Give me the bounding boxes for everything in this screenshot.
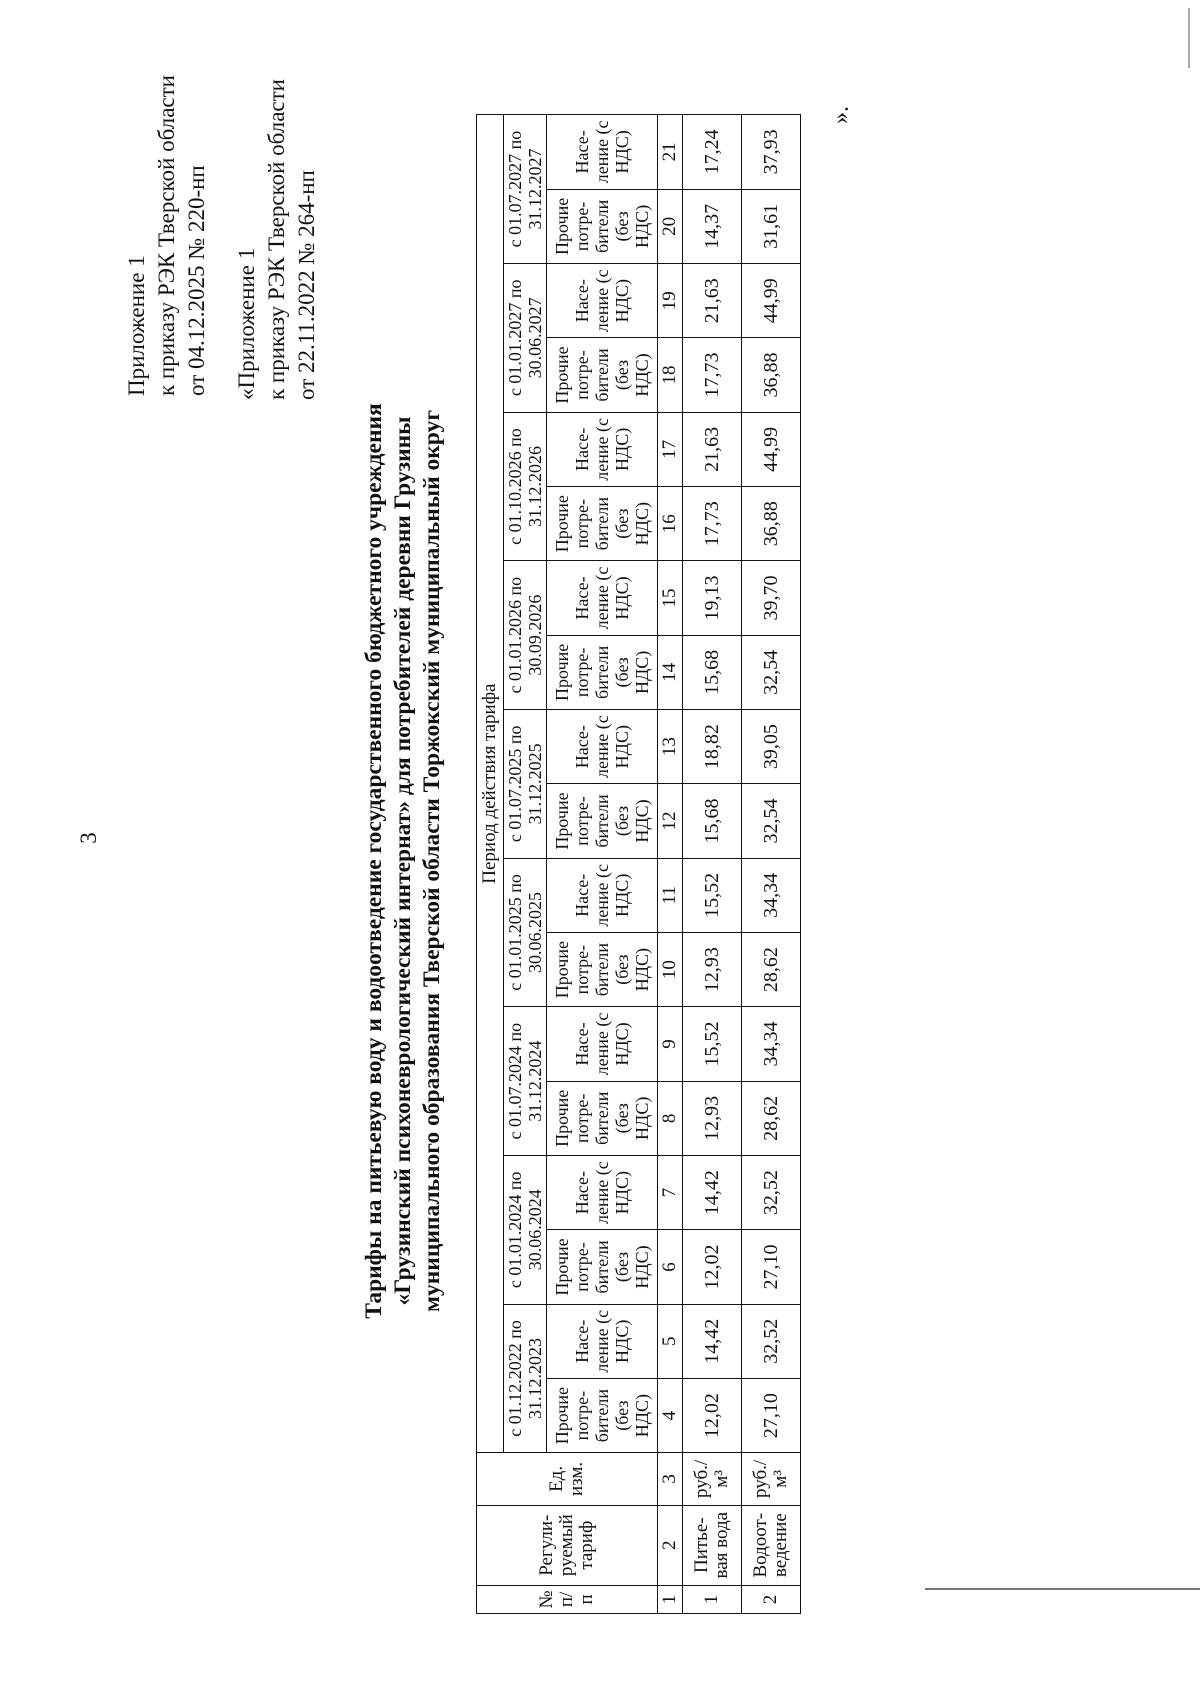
row-number-cell: 2: [742, 1585, 801, 1613]
period-header: с 01.12.2022 по 31.12.2023: [504, 1304, 547, 1453]
subheader-other-consumers: Прочие потре-бители (без НДС): [547, 784, 658, 858]
tariff-value-cell: 17,73: [683, 338, 742, 412]
tariff-value-cell: 32,54: [742, 784, 801, 858]
column-number-cell: 9: [658, 1007, 683, 1081]
column-number-row: [658, 115, 683, 1614]
closing-quote-mark: ».: [828, 106, 854, 124]
column-number-cell: 8: [658, 1081, 683, 1155]
tariff-value-cell: 34,34: [742, 858, 801, 932]
tariff-value-cell: 31,61: [742, 189, 801, 263]
column-number-cell: 16: [658, 487, 683, 561]
column-number-cell: 1: [658, 1585, 683, 1613]
column-number-cell: 3: [658, 1453, 683, 1505]
subheader-other-consumers: Прочие потре-бители (без НДС): [547, 635, 658, 709]
column-number-cell: 17: [658, 412, 683, 486]
tariff-value-cell: 14,37: [683, 189, 742, 263]
subheader-population: Насе-ление (с НДС): [547, 561, 658, 635]
period-header: с 01.07.2025 по 31.12.2025: [504, 710, 547, 859]
approval-original: [232, 79, 322, 400]
approval-current-line2: к приказу РЭК Тверской области: [154, 75, 179, 396]
tariff-value-cell: 21,63: [683, 412, 742, 486]
approval-original-line1: «Приложение 1: [234, 247, 259, 400]
subheader-population: Насе-ление (с НДС): [547, 1155, 658, 1229]
tariff-value-cell: 27,10: [742, 1378, 801, 1452]
column-number-cell: 13: [658, 710, 683, 784]
period-header: с 01.10.2026 по 31.12.2026: [504, 412, 547, 561]
tariff-value-cell: 27,10: [742, 1230, 801, 1304]
tariff-value-cell: 14,42: [683, 1155, 742, 1229]
tariff-value-cell: 12,93: [683, 932, 742, 1006]
tariff-value-cell: 28,62: [742, 1081, 801, 1155]
tariff-table: [476, 114, 801, 1614]
column-number-cell: 12: [658, 784, 683, 858]
tariff-value-cell: 19,13: [683, 561, 742, 635]
tariff-value-cell: 44,99: [742, 264, 801, 338]
tariff-value-cell: 21,63: [683, 264, 742, 338]
approval-original-line3: от 22.11.2022 № 264-нп: [294, 170, 319, 400]
tariff-value-cell: 12,02: [683, 1230, 742, 1304]
tariff-value-cell: 18,82: [683, 710, 742, 784]
tariff-value-cell: 36,88: [742, 338, 801, 412]
tariff-value-cell: 32,52: [742, 1155, 801, 1229]
subheader-population: Насе-ление (с НДС): [547, 264, 658, 338]
tariff-value-cell: 44,99: [742, 412, 801, 486]
subheader-population: Насе-ление (с НДС): [547, 115, 658, 190]
header-row-1: [477, 115, 504, 1614]
subheader-other-consumers: Прочие потре-бители (без НДС): [547, 1081, 658, 1155]
period-header: с 01.01.2024 по 30.06.2024: [504, 1155, 547, 1304]
tariff-value-cell: 15,52: [683, 858, 742, 932]
column-number-cell: 15: [658, 561, 683, 635]
tariff-value-cell: 12,02: [683, 1378, 742, 1452]
unit-cell: руб./м³: [683, 1453, 742, 1505]
header-tariff: Регули-руемый тариф: [477, 1505, 658, 1585]
tariff-name-cell: Питье-вая вода: [683, 1505, 742, 1585]
subheader-population: Насе-ление (с НДС): [547, 1007, 658, 1081]
tariff-value-cell: 39,05: [742, 710, 801, 784]
subheader-other-consumers: Прочие потре-бители (без НДС): [547, 189, 658, 263]
title-line2: «Грузинский психоневрологический интернат» для потребителей деревни Грузины: [390, 416, 416, 1306]
period-header: с 01.07.2027 по 31.12.2027: [504, 115, 547, 264]
approval-current: [122, 75, 212, 396]
header-period: Период действия тарифа: [477, 115, 504, 1453]
tariff-value-cell: 32,52: [742, 1304, 801, 1378]
column-number-cell: 11: [658, 858, 683, 932]
tariff-value-cell: 12,93: [683, 1081, 742, 1155]
subheader-population: Насе-ление (с НДС): [547, 412, 658, 486]
period-header: с 01.01.2027 по 30.06.2027: [504, 264, 547, 413]
unit-cell: руб./м³: [742, 1453, 801, 1505]
approval-original-line2: к приказу РЭК Тверской области: [264, 79, 289, 400]
tariff-name-cell: Водоот-ведение: [742, 1505, 801, 1585]
document-title: [360, 276, 447, 1446]
period-header: с 01.01.2026 по 30.09.2026: [504, 561, 547, 710]
column-number-cell: 20: [658, 189, 683, 263]
column-number-cell: 21: [658, 115, 683, 190]
title-line3: муниципального образования Тверской области Торжокский муниципальный округ: [419, 410, 445, 1313]
tariff-value-cell: 36,88: [742, 487, 801, 561]
approval-current-line1: Приложение 1: [124, 255, 149, 396]
column-number-cell: 2: [658, 1505, 683, 1585]
tariff-value-cell: 15,68: [683, 635, 742, 709]
subheader-population: Насе-ление (с НДС): [547, 710, 658, 784]
column-number-cell: 7: [658, 1155, 683, 1229]
subheader-population: Насе-ление (с НДС): [547, 1304, 658, 1378]
header-no: № п/п: [477, 1585, 658, 1613]
column-number-cell: 19: [658, 264, 683, 338]
table-row: [683, 115, 742, 1614]
subheader-other-consumers: Прочие потре-бители (без НДС): [547, 1378, 658, 1452]
tariff-value-cell: 32,54: [742, 635, 801, 709]
subheader-other-consumers: Прочие потре-бители (без НДС): [547, 338, 658, 412]
header-row-consumers: [547, 115, 658, 1614]
tariff-value-cell: 15,52: [683, 1007, 742, 1081]
column-number-cell: 4: [658, 1378, 683, 1452]
tariff-value-cell: 15,68: [683, 784, 742, 858]
column-number-cell: 5: [658, 1304, 683, 1378]
table-row: [742, 115, 801, 1614]
header-unit: Ед. изм.: [477, 1453, 658, 1505]
tariff-value-cell: 17,73: [683, 487, 742, 561]
period-header: с 01.01.2025 по 30.06.2025: [504, 858, 547, 1007]
approval-current-line3: от 04.12.2025 № 220-нп: [184, 165, 209, 396]
column-number-cell: 6: [658, 1230, 683, 1304]
tariff-value-cell: 34,34: [742, 1007, 801, 1081]
subheader-population: Насе-ление (с НДС): [547, 858, 658, 932]
column-number-cell: 14: [658, 635, 683, 709]
tariff-value-cell: 17,24: [683, 115, 742, 190]
period-header: с 01.07.2024 по 31.12.2024: [504, 1007, 547, 1156]
tariff-value-cell: 37,93: [742, 115, 801, 190]
tariff-value-cell: 28,62: [742, 932, 801, 1006]
row-number-cell: 1: [683, 1585, 742, 1613]
title-line1: Тарифы на питьевую воду и водоотведение государственного бюджетного учреждения: [361, 403, 387, 1319]
header-row-periods: [504, 115, 547, 1614]
subheader-other-consumers: Прочие потре-бители (без НДС): [547, 1230, 658, 1304]
column-number-cell: 18: [658, 338, 683, 412]
page-number: 3: [76, 832, 101, 844]
subheader-other-consumers: Прочие потре-бители (без НДС): [547, 487, 658, 561]
column-number-cell: 10: [658, 932, 683, 1006]
tariff-value-cell: 14,42: [683, 1304, 742, 1378]
tariff-value-cell: 39,70: [742, 561, 801, 635]
subheader-other-consumers: Прочие потре-бители (без НДС): [547, 932, 658, 1006]
